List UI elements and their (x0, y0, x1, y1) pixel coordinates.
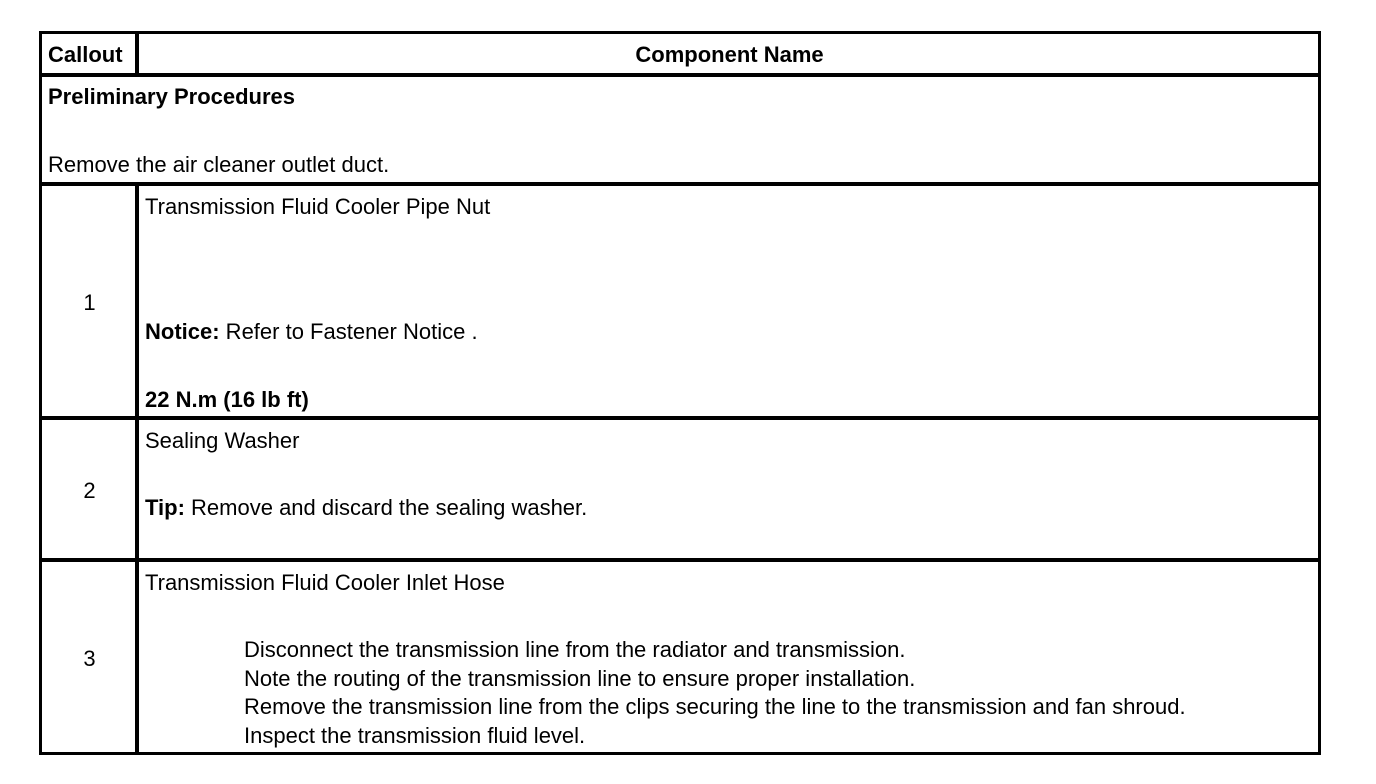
callout-number-3: 3 (83, 646, 96, 671)
procedure-table (39, 31, 1321, 755)
row-1-bottom-rule (42, 416, 1318, 420)
tip-text: Remove and discard the sealing washer. (184, 495, 588, 520)
header-bottom-rule (42, 73, 1318, 77)
procedure-step: Remove the transmission line from the clips securing the line to the transmission and fan shroud. (244, 694, 1186, 720)
preliminary-text: Remove the air cleaner outlet duct. (48, 152, 390, 177)
component-name-1: Transmission Fluid Cooler Pipe Nut (145, 194, 491, 219)
callout-number-1: 1 (83, 290, 96, 315)
header-divider (135, 34, 139, 73)
procedure-step: Note the routing of the transmission line to ensure proper installation. (244, 665, 916, 691)
header-component-name: Component Name (635, 42, 824, 67)
tip-label: Tip: (145, 495, 185, 520)
component-name-2: Sealing Washer (145, 428, 300, 453)
component-name-3: Transmission Fluid Cooler Inlet Hose (145, 570, 505, 595)
torque-spec: 22 N.m (16 lb ft) (145, 387, 309, 412)
procedure-steps (244, 636, 1186, 751)
notice-label: Notice: (145, 319, 220, 344)
preliminary-title: Preliminary Procedures (48, 84, 296, 109)
header-callout: Callout (48, 42, 123, 67)
procedure-step: Inspect the transmission fluid level. (244, 723, 586, 749)
notice-line (145, 319, 478, 345)
tip-line (145, 495, 587, 521)
row-2-bottom-rule (42, 558, 1318, 562)
callout-number-2: 2 (83, 478, 96, 503)
preliminary-bottom-rule (42, 182, 1318, 186)
notice-text: Refer to Fastener Notice . (219, 319, 478, 344)
procedure-step: Disconnect the transmission line from the radiator and transmission. (244, 637, 906, 662)
